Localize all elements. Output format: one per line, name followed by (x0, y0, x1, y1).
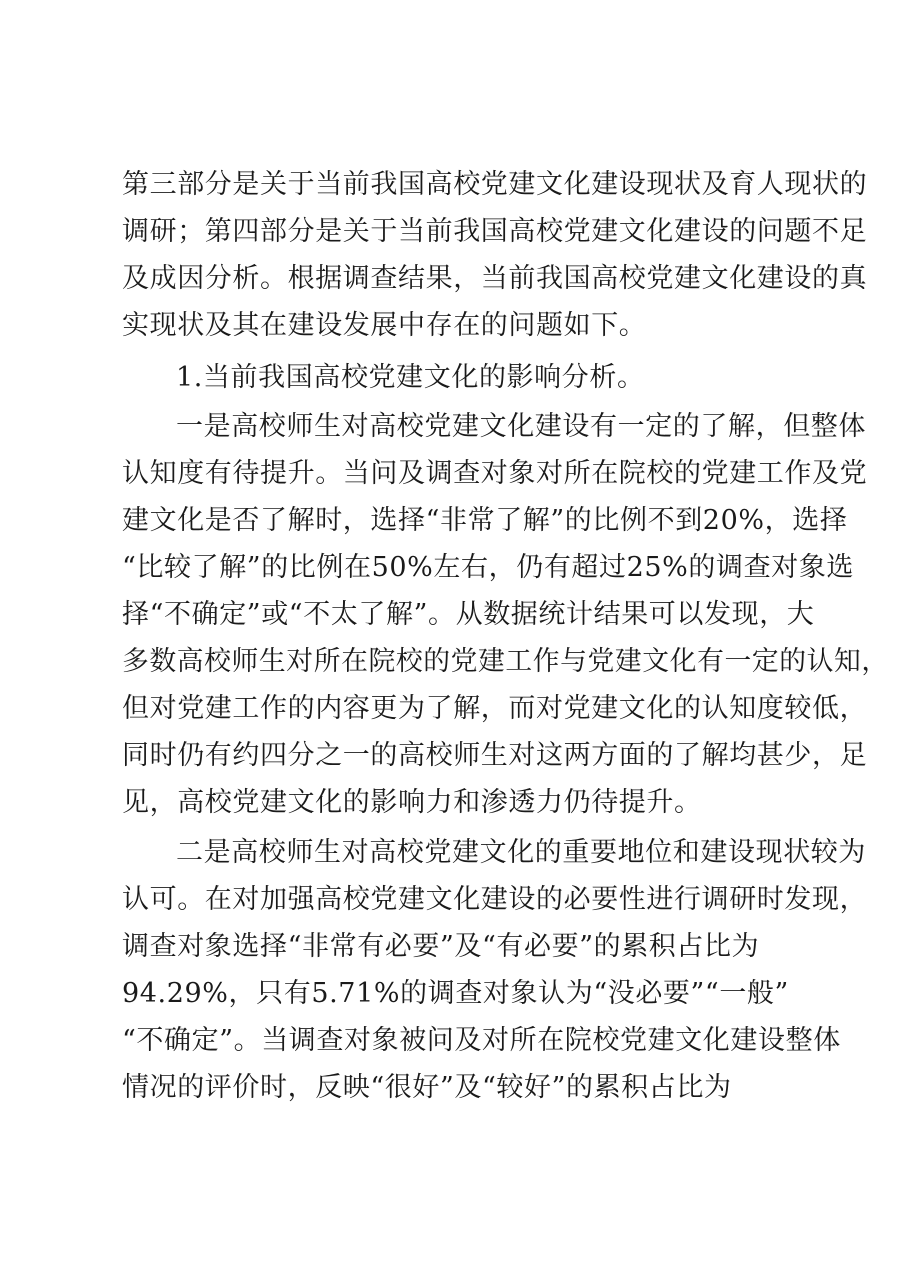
paragraph-line: “比较了解”的比例在50%左右，仍有超过25%的调查对象选 (122, 552, 855, 583)
paragraph-line: 情况的评价时，反映“很好”及“较好”的累积占比为 (122, 1072, 732, 1103)
paragraph-line: 第三部分是关于当前我国高校党建文化建设现状及育人现状的 (122, 169, 868, 200)
paragraph-line: 认可。在对加强高校党建文化建设的必要性进行调研时发现， (122, 884, 868, 915)
paragraph-line: 及成因分析。根据调查结果，当前我国高校党建文化建设的真 (122, 263, 868, 294)
paragraph-line: 二是高校师生对高校党建文化的重要地位和建设现状较为 (176, 837, 866, 868)
paragraph-line: 见，高校党建文化的影响力和渗透力仍待提升。 (122, 787, 702, 818)
paragraph-line: 但对党建工作的内容更为了解，而对党建文化的认知度较低， (122, 693, 868, 724)
paragraph-line: 多数高校师生对所在院校的党建工作与党建文化有一定的认知， (122, 646, 889, 677)
paragraph-line: 择“不确定”或“不太了解”。从数据统计结果可以发现，大 (122, 599, 815, 630)
paragraph-line: 94.29%，只有5.71%的调查对象认为“没必要”“一般” (122, 978, 789, 1009)
paragraph-line: 调研；第四部分是关于当前我国高校党建文化建设的问题不足 (122, 216, 868, 247)
paragraph-line: 实现状及其在建设发展中存在的问题如下。 (122, 310, 647, 341)
paragraph-line: 一是高校师生对高校党建文化建设有一定的了解，但整体 (176, 411, 866, 442)
paragraph-line: 认知度有待提升。当问及调查对象对所在院校的党建工作及党 (122, 458, 868, 489)
paragraph-line: 同时仍有约四分之一的高校师生对这两方面的了解均甚少，足 (122, 740, 868, 771)
section-heading: 1.当前我国高校党建文化的影响分析。 (176, 362, 645, 393)
paragraph-line: 调查对象选择“非常有必要”及“有必要”的累积占比为 (122, 931, 760, 962)
paragraph-line: 建文化是否了解时，选择“非常了解”的比例不到20%，选择 (122, 505, 848, 536)
paragraph-line: “不确定”。当调查对象被问及对所在院校党建文化建设整体 (122, 1025, 841, 1056)
